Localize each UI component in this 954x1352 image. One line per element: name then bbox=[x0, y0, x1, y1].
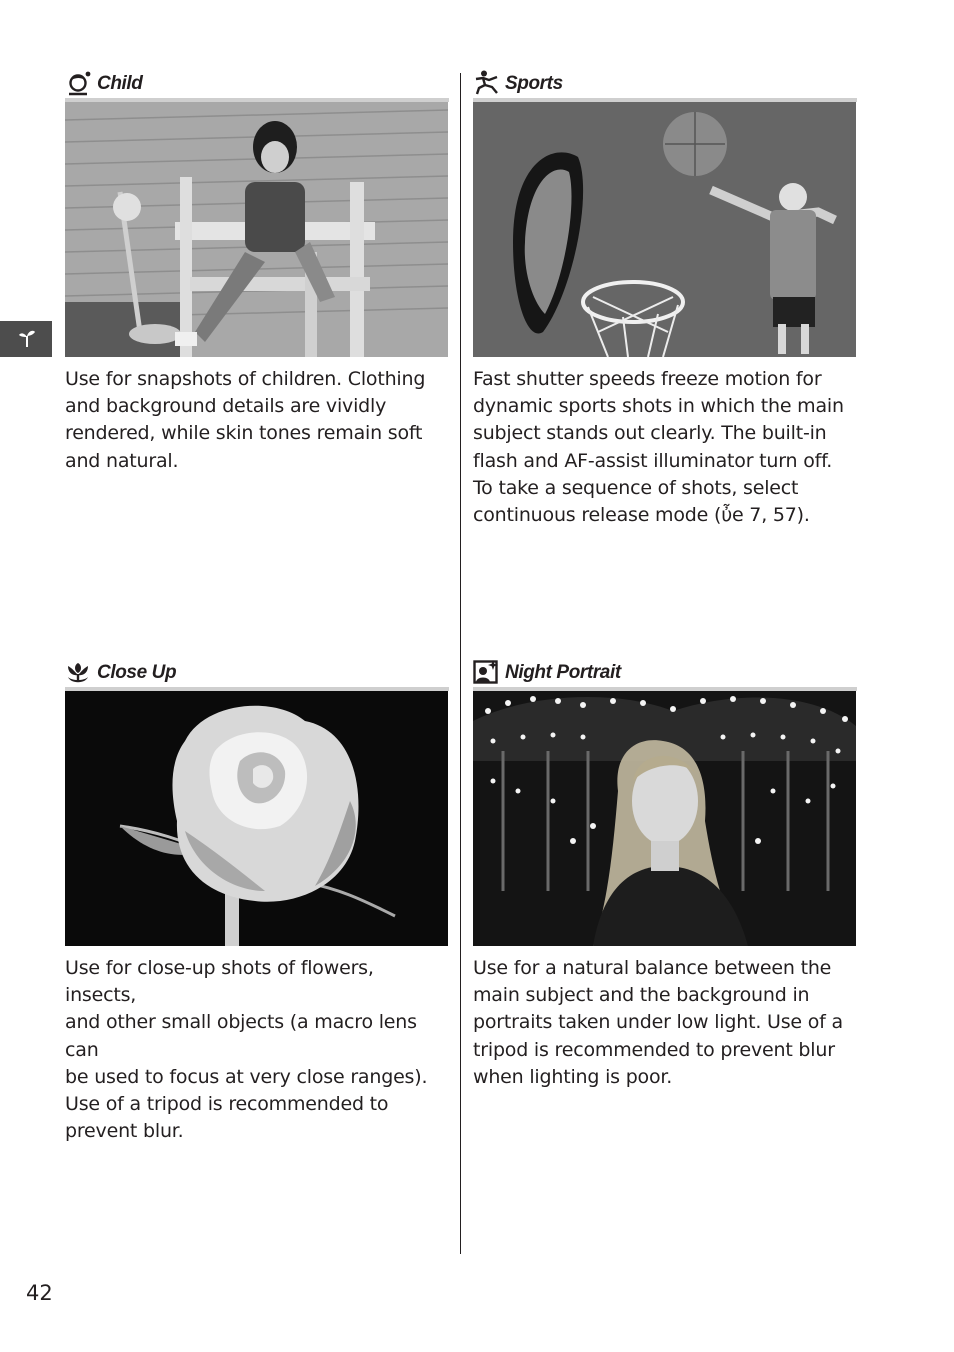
section-heading bbox=[473, 659, 857, 687]
night-portrait-photo bbox=[473, 691, 856, 946]
section-body: Use for snapshots of children. Clothing and background details are vividly rendered, while skin tones remain soft and natural. bbox=[65, 368, 426, 472]
section-title: Child bbox=[97, 73, 143, 94]
section-title: Night Portrait bbox=[505, 662, 621, 683]
close-up-photo bbox=[65, 691, 448, 946]
sports-icon bbox=[473, 70, 501, 96]
child-photo bbox=[65, 102, 448, 357]
section-title: Sports bbox=[505, 73, 563, 94]
close-up-icon bbox=[65, 659, 93, 685]
section-heading bbox=[65, 70, 449, 98]
page-number: 42 bbox=[26, 1281, 53, 1305]
scene-mode-icon bbox=[18, 328, 36, 348]
section-child bbox=[65, 70, 449, 475]
section-heading bbox=[65, 659, 449, 687]
sports-photo bbox=[473, 102, 856, 357]
section-body: Fast shutter speeds freeze motion for dynamic sports shots in which the main subject stands out clearly. The built-in flash and AF-assist illuminator turn off. To take a sequence of shots, select continuous release mode (ὖe 7, 57). bbox=[473, 368, 844, 527]
section-sports bbox=[473, 70, 857, 529]
section-title: Close Up bbox=[97, 662, 177, 683]
section-close-up bbox=[65, 659, 449, 1145]
section-body: Use for close-up shots of flowers, insects, and other small objects (a macro lens can be used to focus at very close ranges). Use of a tripod is recommended to prevent blur. bbox=[65, 957, 428, 1143]
section-body: Use for a natural balance between the main subject and the background in portraits taken under low light. Use of a tripod is recommended to prevent blur when lighting is poor. bbox=[473, 957, 843, 1088]
chapter-tab bbox=[0, 321, 52, 357]
section-night-portrait bbox=[473, 659, 857, 1091]
child-icon bbox=[65, 70, 93, 96]
column-divider bbox=[460, 73, 461, 1254]
section-heading bbox=[473, 70, 857, 98]
night-portrait-icon bbox=[473, 659, 501, 685]
